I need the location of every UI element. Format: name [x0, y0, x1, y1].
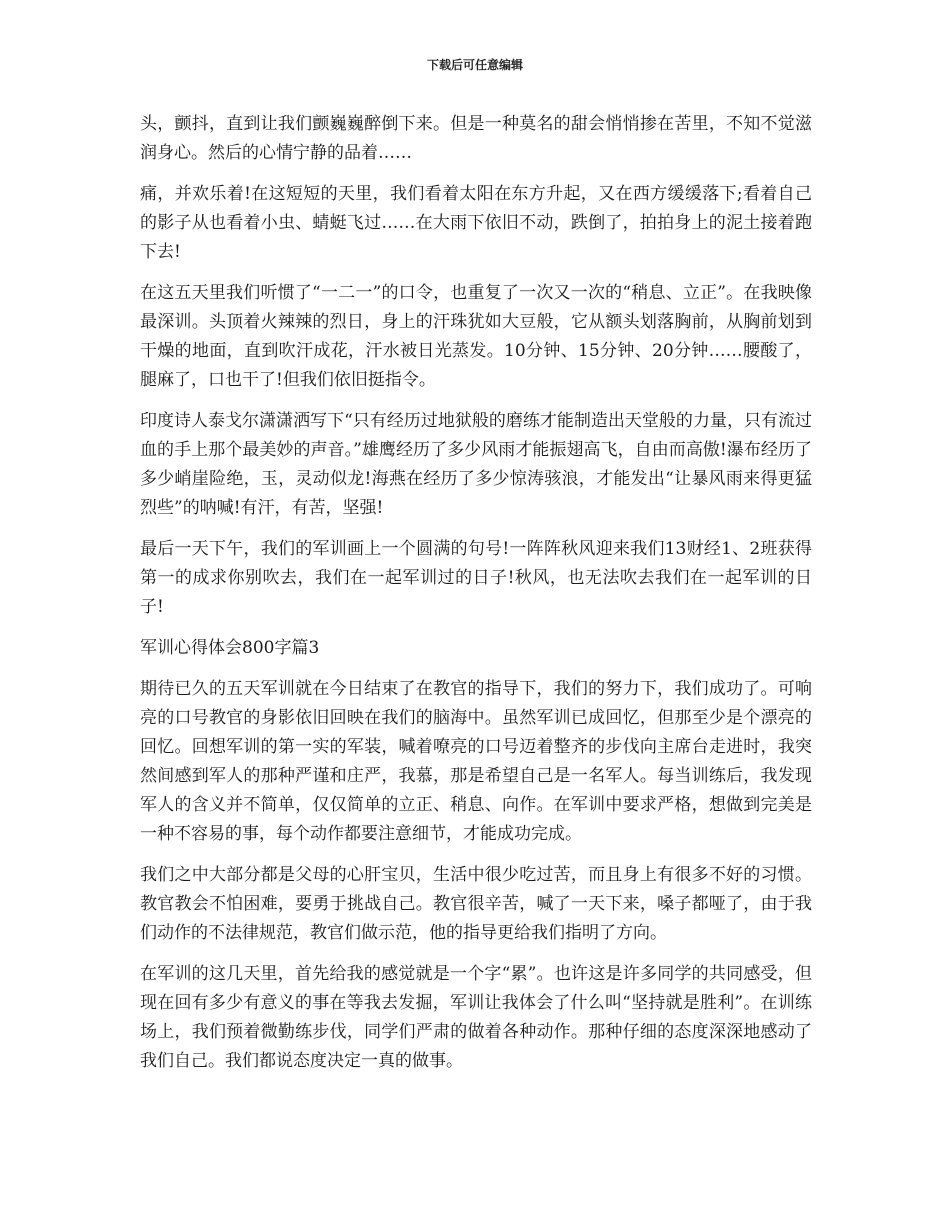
- document-body: [140, 110, 812, 1088]
- paragraph: 头，颤抖，直到让我们颤巍巍醉倒下来。但是一种莫名的甜会悄悄掺在苦里，不知不觉滋润身心。然后的心情宁静的品着……: [140, 114, 812, 163]
- paragraph: 我们之中大部分都是父母的心肝宝贝，生活中很少吃过苦，而且身上有很多不好的习惯。教官教会不怕困难，要勇于挑战自己。教官很辛苦，喊了一天下来，嗓子都哑了，由于我们动作的不法律规范，教官们做示范，他的指导更给我们指明了方向。: [140, 865, 812, 943]
- section-title: 军训心得体会800字篇3: [140, 638, 320, 658]
- page-header: 下载后可任意编辑: [426, 58, 523, 72]
- paragraph: 在这五天里我们听惯了“一二一”的口令，也重复了一次又一次的“稍息、立正”。在我映像最深训。头顶着火辣辣的烈日，身上的汗珠犹如大豆般，它从额头划落胸前，从胸前划到干燥的地面，直到吹汗成花，汗水被日光蒸发。10分钟、15分钟、20分钟……腰酸了，腿麻了，口也干了!但我们依旧挺指令。: [140, 283, 812, 390]
- paragraph: 在军训的这几天里，首先给我的感觉就是一个字“累”。也许这是许多同学的共同感受，但现在回有多少有意义的事在等我去发掘，军训让我体会了什么叫“坚持就是胜利”。在训练场上，我们预着微勤练步伐，同学们严肃的做着各种动作。那种仔细的态度深深地感动了我们自己。我们都说态度决定一真的做事。: [140, 964, 812, 1071]
- paragraph: 印度诗人泰戈尔潇潇洒写下“只有经历过地狱般的磨练才能制造出天堂般的力量，只有流过血的手上那个最美妙的声音。”雄鹰经历了多少风雨才能振翅高飞，自由而高傲!瀑布经历了多少峭崖险绝，玉，灵动似龙!海燕在经历了多少惊涛骇浪，才能发出“让暴风雨来得更猛烈些”的呐喊!有汗，有苦，坚强!: [140, 411, 812, 518]
- paragraph: 最后一天下午，我们的军训画上一个圆满的句号!一阵阵秋风迎来我们13财经1、2班获得第一的成求你别吹去，我们在一起军训过的日子!秋风，也无法吹去我们在一起军训的日子!: [140, 539, 812, 617]
- paragraph: 期待已久的五天军训就在今日结束了在教官的指导下，我们的努力下，我们成功了。可响亮的口号教官的身影依旧回映在我们的脑海中。虽然军训已成回忆，但那至少是个漂亮的回忆。回想军训的第一实的军装，喊着嘹亮的口号迈着整齐的步伐向主席台走进时，我突然间感到军人的那种严谨和庄严，我慕，那是希望自己是一名军人。每当训练后，我发现军人的含义并不简单，仅仅简单的立正、稍息、向作。在军训中要求严格，想做到完美是一种不容易的事，每个动作都要注意细节，才能成功完成。: [140, 679, 812, 844]
- paragraph: 痛，并欢乐着!在这短短的天里，我们看着太阳在东方升起，又在西方缓缓落下;看着自己的影子从也看着小虫、蜻蜓飞过……在大雨下依旧不动，跌倒了，拍拍身上的泥土接着跑下去!: [140, 184, 812, 262]
